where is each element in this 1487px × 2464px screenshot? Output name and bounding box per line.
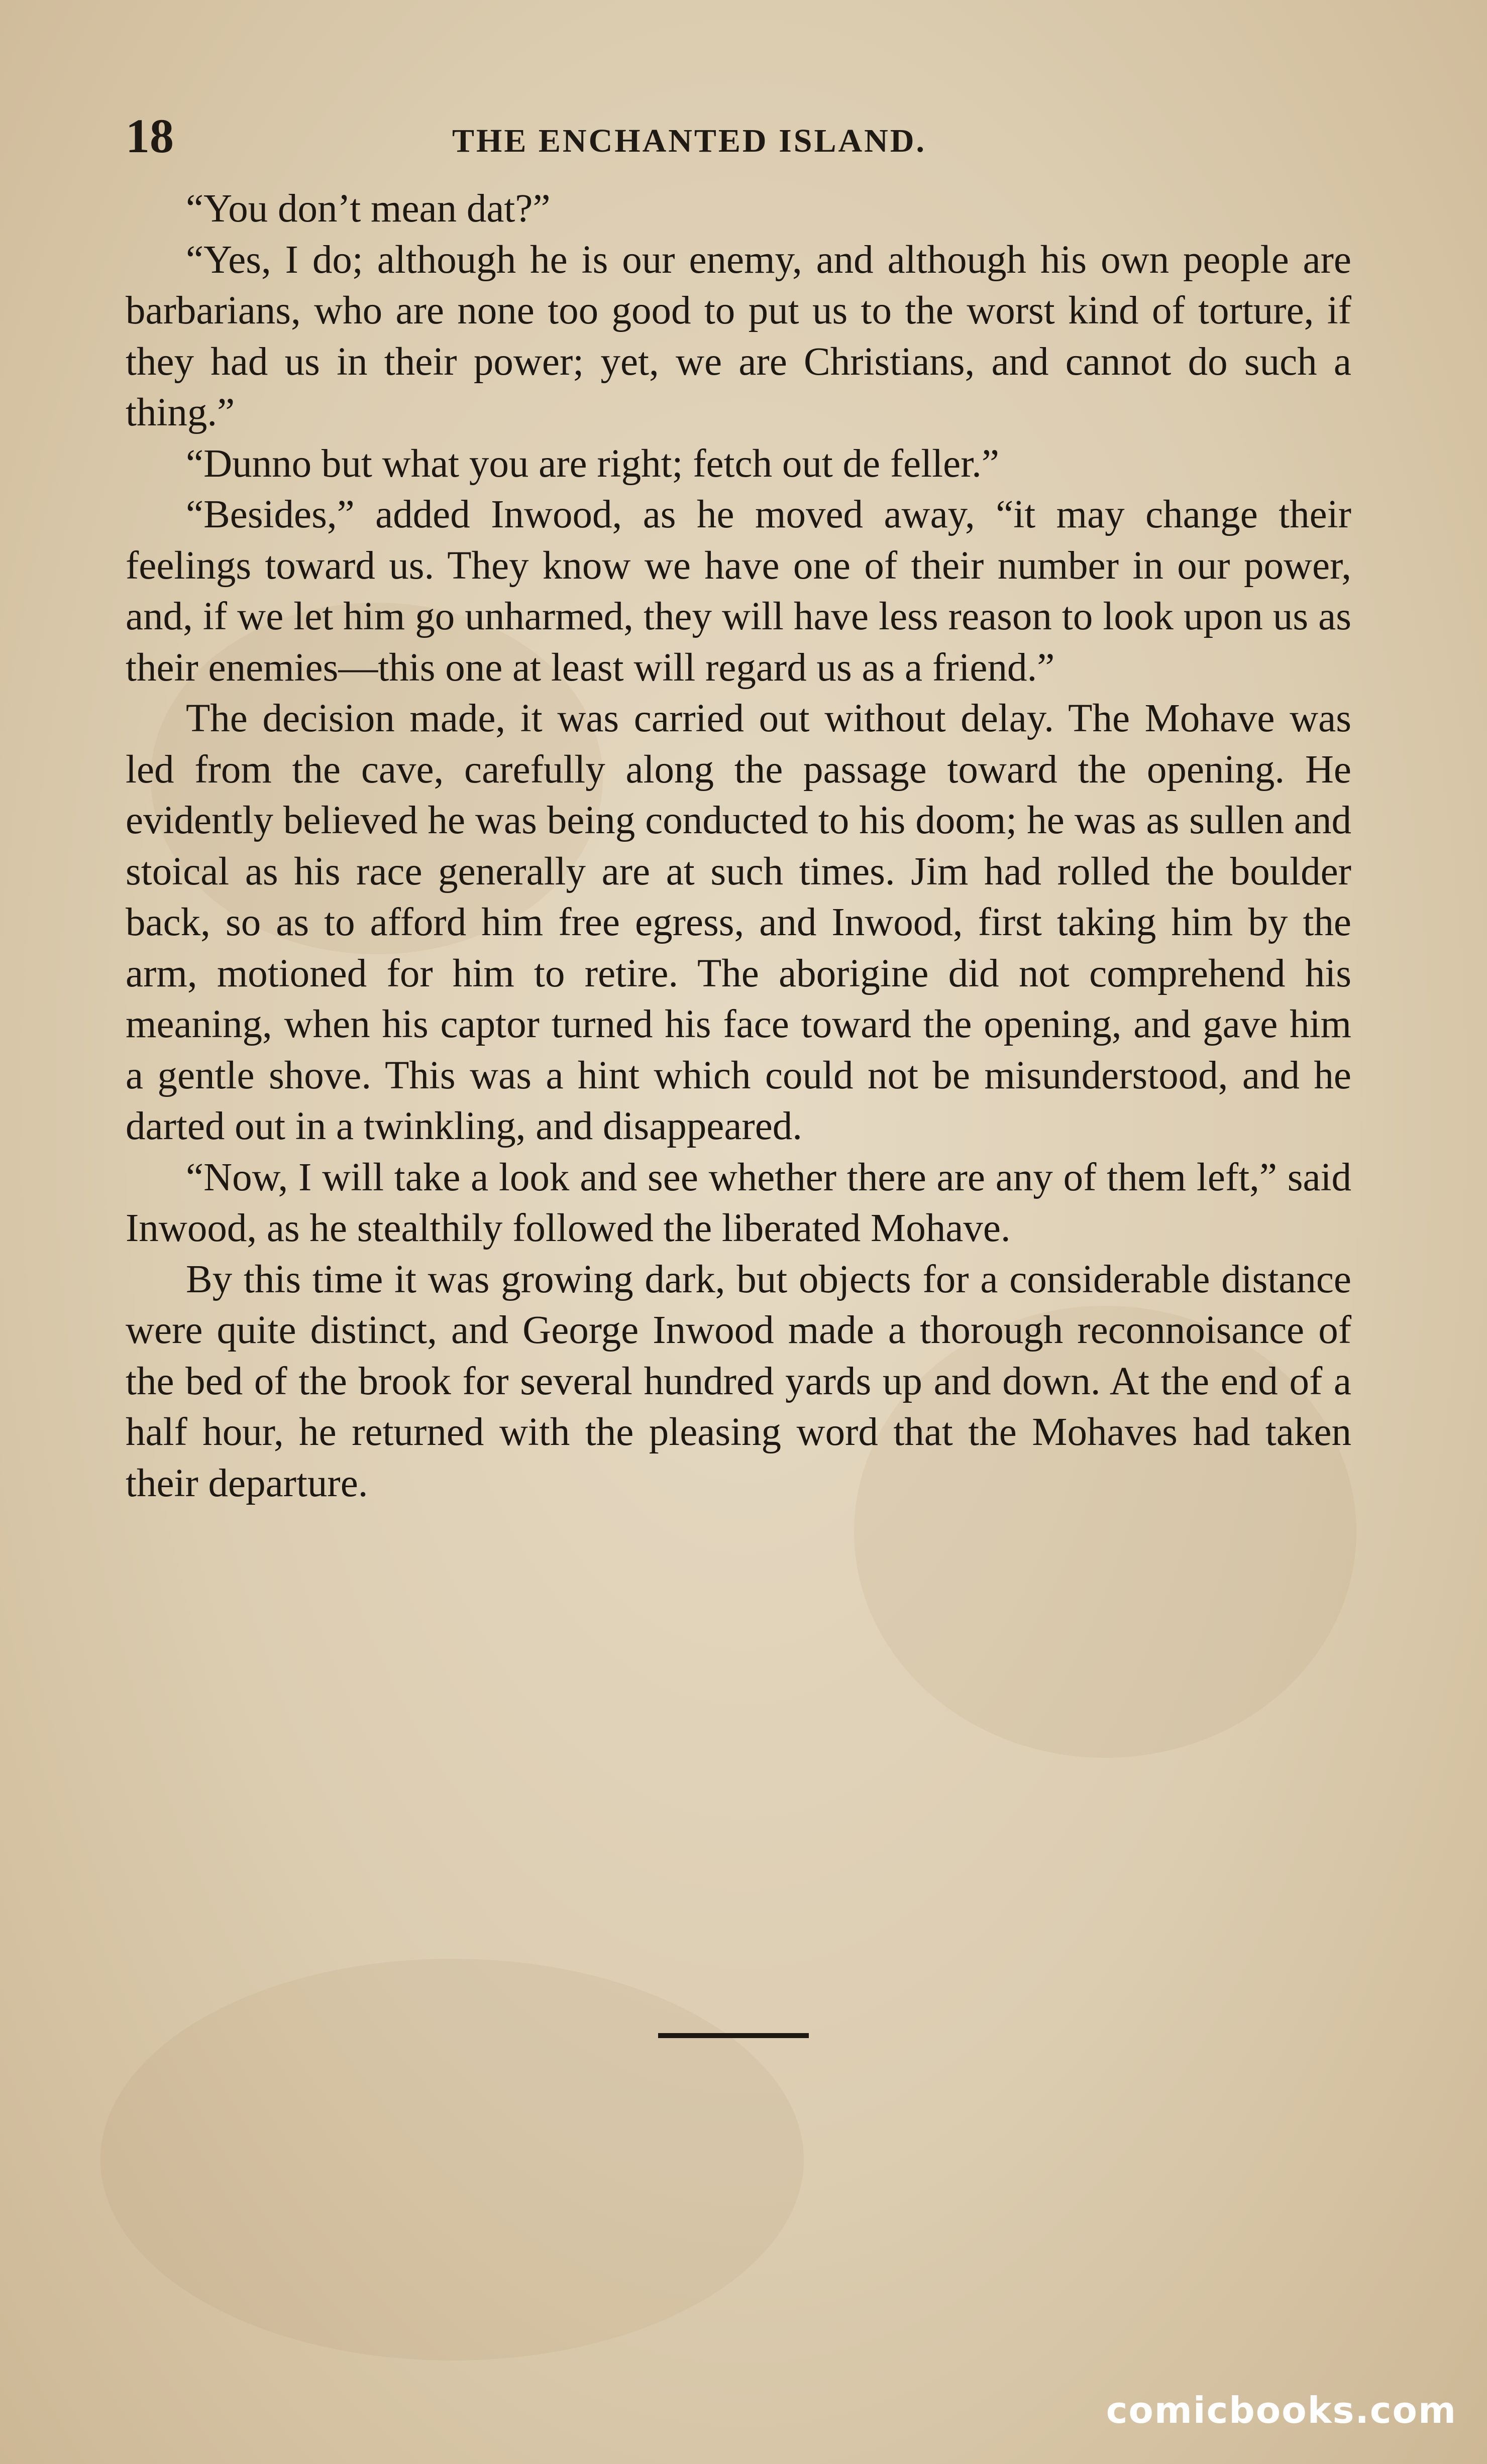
paper-stain bbox=[100, 1959, 804, 2361]
section-end-rule bbox=[658, 2033, 809, 2038]
watermark: comicbooks.com bbox=[1106, 2389, 1457, 2431]
paragraph: “Yes, I do; although he is our enemy, and although his own people are barbarians, who are none too good to put us to the worst kind of torture, if they had us in their power; yet, we are Christians, and cannot do such a thing.” bbox=[126, 238, 1351, 434]
page-number: 18 bbox=[126, 109, 174, 163]
paragraph: The decision made, it was carried out without delay. The Mohave was led from the cave, carefully along the passage toward the opening. He evidently believed he was being conducted to his doom; he was as sullen and stoical as his race generally are at such times. Jim had rolled the boulder back, so as to afford him free egress, and Inwood, first taking him by the arm, motioned for him to retire. The aborigine did not comprehend his meaning, when his captor turned his face toward the opening, and gave him a gentle shove. This was a hint which could not be misunderstood, and he darted out in a twinkling, and disappeared. bbox=[126, 697, 1351, 1148]
paragraph: “Now, I will take a look and see whether there are any of them left,” said Inwood, as he stealthily followed the liberated Mohave. bbox=[126, 1155, 1351, 1250]
page-header bbox=[126, 108, 1361, 168]
running-head: THE ENCHANTED ISLAND. bbox=[452, 123, 926, 159]
paragraph: “Dunno but what you are right; fetch out de feller.” bbox=[186, 441, 999, 486]
paragraph: “Besides,” added Inwood, as he moved away, “it may change their feelings toward us. They know we have one of their number in our power, and, if we let him go unharmed, they will have less reason to look upon us as their enemies—this one at least will regard us as a friend.” bbox=[126, 493, 1351, 690]
paragraph: By this time it was growing dark, but objects for a considerable distance were quite distinct, and George Inwood made a thorough reconnoisance of the bed of the brook for several hundred yards up and down. At the end of a half hour, he returned with the pleasing word that the Mohaves had taken their departure. bbox=[126, 1257, 1351, 1505]
body-text bbox=[126, 183, 1351, 1509]
paragraph: “You don’t mean dat?” bbox=[186, 187, 551, 231]
